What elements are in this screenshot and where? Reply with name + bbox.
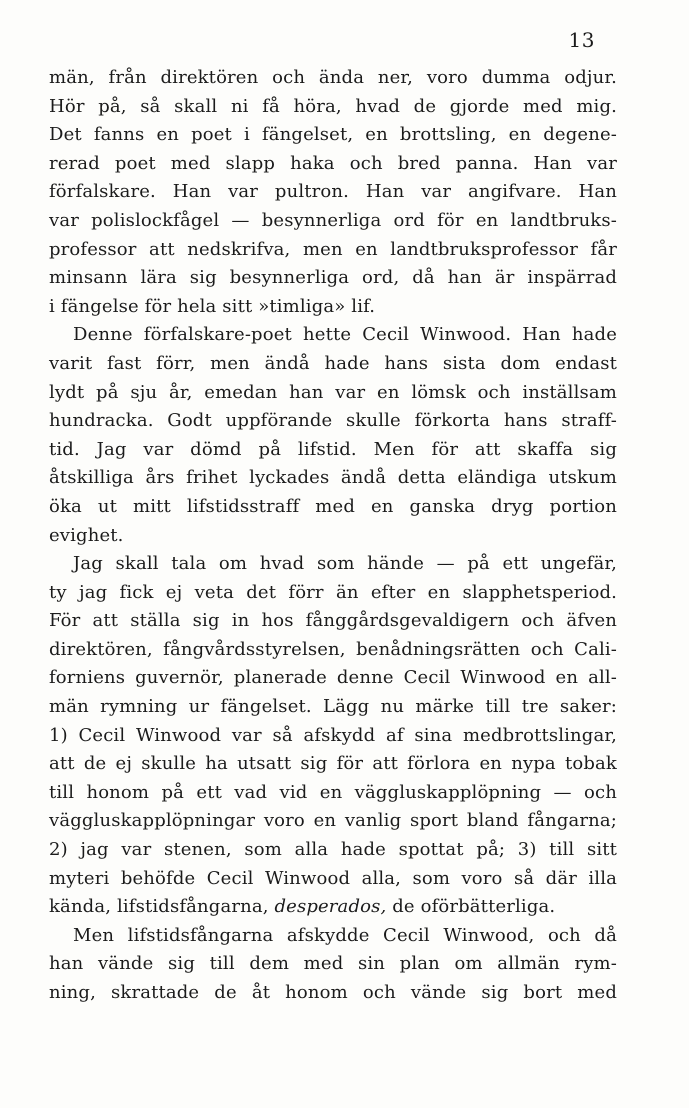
text-line <box>49 893 617 922</box>
text-line: han vände sig till dem med sin plan om allmän rym- <box>49 953 617 975</box>
text-segment: de oförbätterliga. <box>386 896 556 918</box>
text-line: åtskilliga års frihet lyckades ändå detta eländiga utskum <box>49 467 617 489</box>
text-line: hundracka. Godt uppförande skulle förkorta hans straff- <box>49 410 617 432</box>
text-line: varit fast förr, men ändå hade hans sista dom endast <box>49 352 617 374</box>
text-line: Hör på, så skall ni få höra, hvad de gjorde med mig. <box>49 95 617 117</box>
text-line: ning, skrattade de åt honom och vände sig bort med <box>49 982 617 1003</box>
text-line: i fängelse för hela sitt »timliga» lif. <box>49 295 376 317</box>
text-line: forniens guvernör, planerade denne Cecil Winwood en all- <box>49 667 617 689</box>
text-line: För att ställa sig in hos fånggårdsgevaldigern och äfven <box>49 610 617 632</box>
text-line: evighet. <box>49 524 124 546</box>
text-line: öka ut mitt lifstidsstraff med en ganska dryg portion <box>49 495 617 517</box>
text-line: Jag skall tala om hvad som hände — på ett ungefär, <box>73 553 617 575</box>
text-line: att de ej skulle ha utsatt sig för att förlora en nypa tobak <box>49 753 617 775</box>
text-line: direktören, fångvårdsstyrelsen, benådningsrätten och Cali- <box>49 638 617 660</box>
italic-word: desperados, <box>274 896 387 918</box>
text-line: Men lifstidsfångarna afskydde Cecil Winwood, och då <box>73 924 617 946</box>
text-line: 1) Cecil Winwood var så afskydd af sina medbrottslingar, <box>49 724 617 746</box>
body-text <box>49 64 617 1008</box>
text-line: män rymning ur fängelset. Lägg nu märke till tre saker: <box>49 696 617 718</box>
page-number: 13 <box>568 28 595 52</box>
text-line: professor att nedskrifva, men en landtbruksprofessor får <box>49 238 617 260</box>
text-line: minsann lära sig besynnerliga ord, då han är inspärrad <box>49 267 617 289</box>
text-line: män, från direktören och ända ner, voro dumma odjur. <box>49 67 617 88</box>
text-line: Denne förfalskare-poet hette Cecil Winwood. Han hade <box>73 324 617 346</box>
text-line: myteri behöfde Cecil Winwood alla, som voro så där illa <box>49 867 617 889</box>
text-line: ty jag fick ej veta det förr än efter en slapphetsperiod. <box>49 581 617 603</box>
text-line: väggluskapplöpningar voro en vanlig sport bland fångarna; <box>49 810 617 832</box>
text-line: 2) jag var stenen, som alla hade spottat på; 3) till sitt <box>49 839 617 861</box>
text-line: Det fanns en poet i fängelset, en brottsling, en degene- <box>49 124 617 146</box>
text-line: till honom på ett vad vid en väggluskapplöpning — och <box>49 781 617 803</box>
text-line: var polislockfågel — besynnerliga ord för en landtbruks- <box>49 209 617 231</box>
text-line: lydt på sju år, emedan han var en lömsk och inställsam <box>49 381 617 403</box>
text-segment: kända, lifstidsfångarna, <box>49 896 275 918</box>
text-line: tid. Jag var dömd på lifstid. Men för att skaffa sig <box>49 438 617 460</box>
text-line: rerad poet med slapp haka och bred panna. Han var <box>49 152 617 174</box>
text-line: förfalskare. Han var pultron. Han var angifvare. Han <box>49 181 617 203</box>
